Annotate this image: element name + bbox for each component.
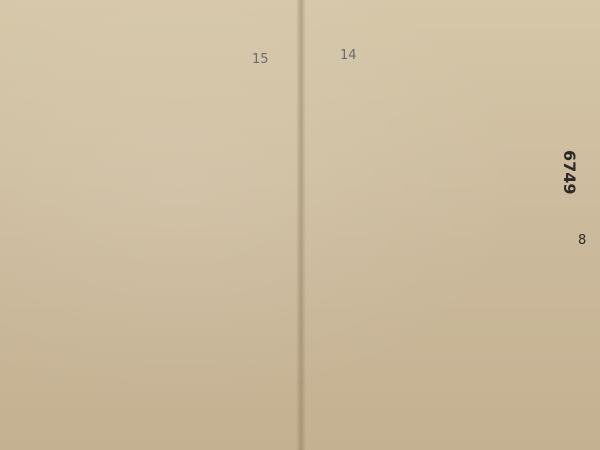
archive-stamp xyxy=(560,150,590,220)
left-page-number: 15 xyxy=(252,52,269,67)
right-page xyxy=(300,0,600,450)
right-page-number: 14 xyxy=(340,48,357,63)
archive-stamp-text: 6749 xyxy=(560,150,579,195)
archive-stamp-number: 8 xyxy=(578,233,587,248)
